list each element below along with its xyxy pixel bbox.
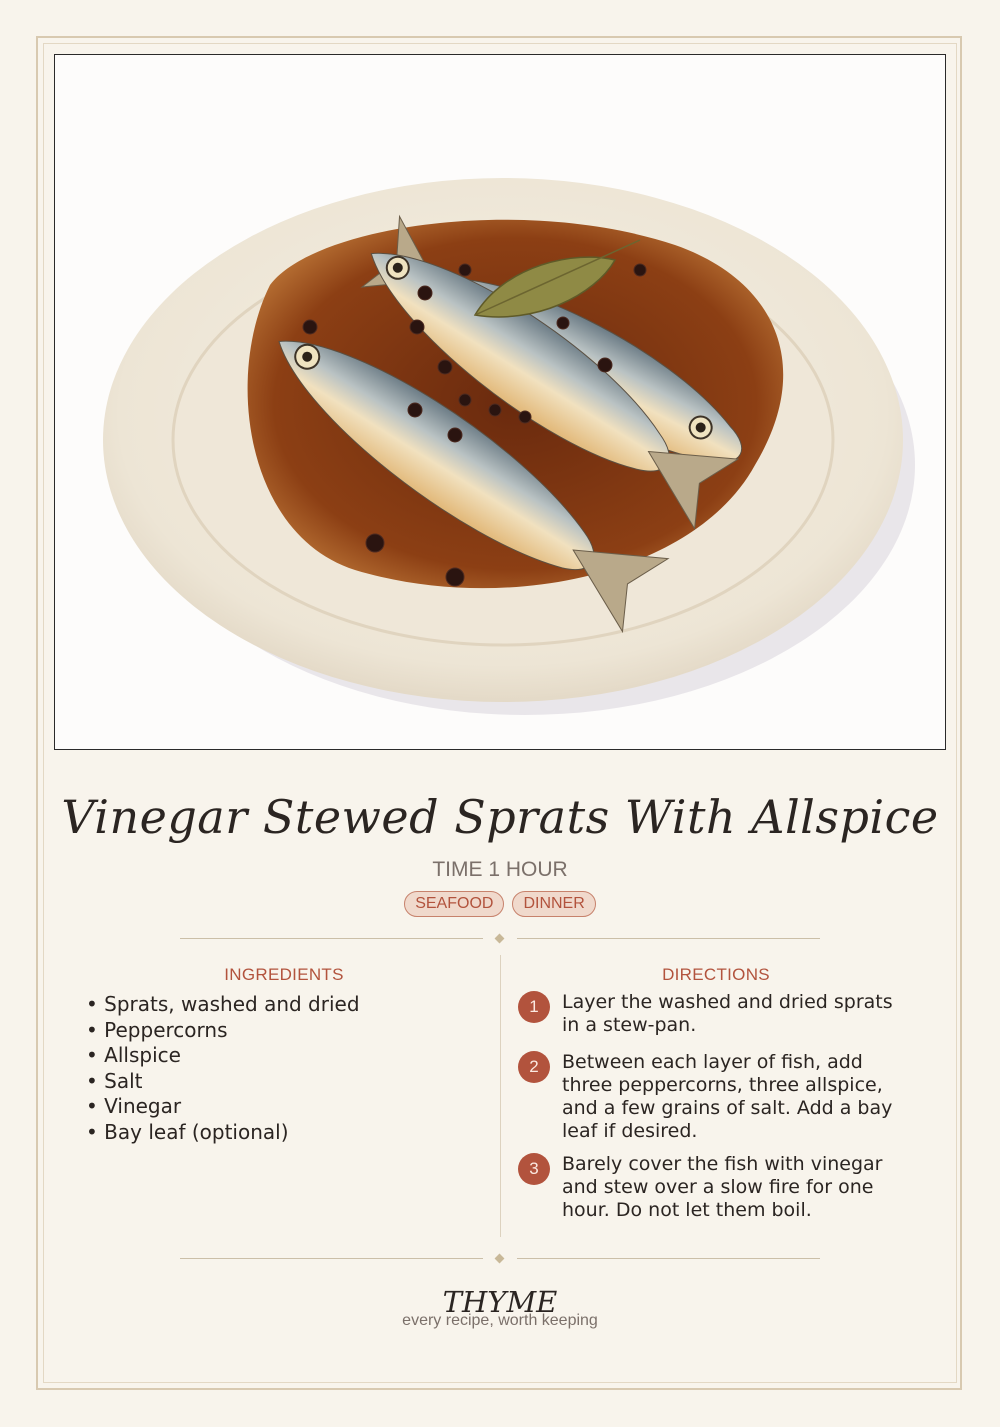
sprats-plate-illustration: [55, 55, 945, 749]
divider-bottom: [180, 1254, 820, 1264]
cook-time: TIME 1 HOUR: [432, 858, 568, 881]
directions-heading: DIRECTIONS: [662, 965, 770, 984]
step-number-badge: 3: [518, 1153, 550, 1185]
ingredient-item: • Bay leaf (optional): [86, 1120, 360, 1146]
ingredient-item: • Allspice: [86, 1043, 360, 1069]
step-text: Between each layer of fish, add three peppercorns, three allspice, and a few grains of salt. Add a bay leaf if desired.: [562, 1051, 893, 1142]
ingredient-item: • Vinegar: [86, 1094, 360, 1120]
brand-name: THYME: [442, 1285, 558, 1319]
ingredient-item: • Peppercorns: [86, 1018, 360, 1044]
divider-top: [180, 934, 820, 944]
diamond-ornament: [495, 934, 505, 944]
ingredient-item: • Sprats, washed and dried: [86, 992, 360, 1018]
ingredient-item: • Salt: [86, 1069, 360, 1095]
step-number-badge: 1: [518, 991, 550, 1023]
ingredients-list: [86, 992, 360, 1145]
tag-list: [0, 891, 1000, 917]
tag-seafood[interactable]: SEAFOOD: [404, 891, 504, 917]
diamond-ornament: [495, 1254, 505, 1264]
step-number-badge: 2: [518, 1051, 550, 1083]
ingredients-heading: INGREDIENTS: [224, 965, 344, 984]
recipe-title: Vinegar Stewed Sprats With Allspice: [61, 790, 939, 844]
column-divider: [500, 955, 501, 1237]
step-text: Layer the washed and dried sprats in a stew-pan.: [562, 991, 893, 1036]
brand-tagline: every recipe, worth keeping: [402, 1312, 598, 1329]
tag-dinner[interactable]: DINNER: [512, 891, 595, 917]
step-text: Barely cover the fish with vinegar and stew over a slow fire for one hour. Do not let them boil.: [562, 1153, 883, 1221]
recipe-photo: [54, 54, 946, 750]
